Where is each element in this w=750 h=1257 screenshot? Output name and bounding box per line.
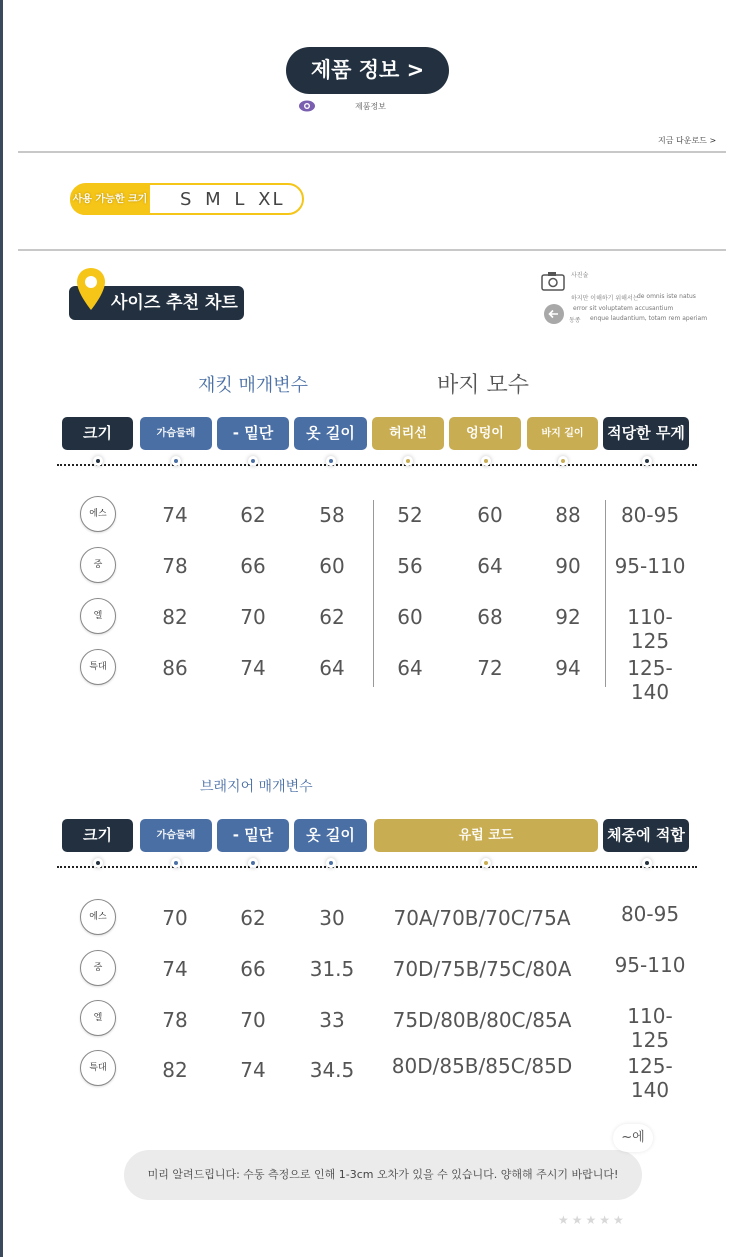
header-weight-fit: 체중에 적합	[603, 819, 689, 852]
table-cell: 34.5	[309, 1058, 355, 1082]
node-dot	[93, 858, 103, 868]
divider	[18, 249, 726, 251]
table-cell: 75D/80B/80C/85A	[392, 1008, 572, 1032]
node-dot	[326, 858, 336, 868]
side-line3-en: enque laudantium, totam rem aperiam	[590, 315, 708, 322]
node-dot	[481, 456, 491, 466]
node-dot	[248, 456, 258, 466]
table-cell: 62	[240, 906, 266, 930]
table-cell: 31.5	[309, 957, 355, 981]
bra-params-title: 브래지어 매개변수	[200, 779, 313, 795]
table-cell: 60	[477, 503, 503, 527]
size-circle: 에스	[80, 496, 116, 532]
size-circle: 중	[80, 547, 116, 583]
jacket-params-title: 재킷 매개변수	[198, 375, 309, 396]
node-dot	[326, 456, 336, 466]
node-dot	[642, 858, 652, 868]
table-cell: 60	[397, 605, 423, 629]
header-length: 옷 길이	[294, 819, 367, 852]
table-cell: 70	[240, 1008, 266, 1032]
table-cell: 64	[477, 554, 503, 578]
table-cell: 74	[240, 656, 266, 680]
header-chest: 가슴둘레	[140, 819, 212, 852]
table-cell: 70	[162, 906, 188, 930]
table-cell: 60	[319, 554, 345, 578]
node-dot	[93, 456, 103, 466]
product-info-button[interactable]: 제품 정보 >	[286, 47, 449, 94]
table-cell: 30	[319, 906, 345, 930]
location-pin-icon	[75, 266, 107, 312]
table-cell: 52	[397, 503, 423, 527]
table-cell: 95-110	[614, 554, 686, 578]
table-cell: 72	[477, 656, 503, 680]
node-dot	[642, 456, 652, 466]
node-dot	[403, 456, 413, 466]
back-arrow-icon	[543, 303, 565, 325]
node-dot	[248, 858, 258, 868]
size-circle: 엘	[80, 598, 116, 634]
header-size: 크기	[62, 819, 133, 852]
table-cell: 56	[397, 554, 423, 578]
table-cell: 95-110	[614, 953, 686, 977]
header-hip: 엉덩이	[449, 417, 521, 450]
size-circle: 특대	[80, 1050, 116, 1086]
table-cell: 80-95	[620, 503, 680, 527]
side-line3-ko: 동종	[569, 317, 581, 324]
node-dot	[171, 456, 181, 466]
table-cell: 125-140	[627, 656, 673, 704]
table-cell: 62	[240, 503, 266, 527]
table-cell: 70	[240, 605, 266, 629]
size-circle: 에스	[80, 899, 116, 935]
side-line1-en: de omnis iste natus	[637, 293, 696, 300]
dotted-divider	[57, 464, 697, 466]
side-line2: error sit voluptatem accusantium	[573, 305, 674, 312]
table-cell: 66	[240, 554, 266, 578]
size-circle: 특대	[80, 649, 116, 685]
table-cell: 70A/70B/70C/75A	[393, 906, 571, 930]
header-chest: 가슴둘레	[140, 417, 212, 450]
table-cell: 94	[555, 656, 581, 680]
header-waist: 허리선	[372, 417, 444, 450]
table-cell: 64	[397, 656, 423, 680]
table-cell: 33	[319, 1008, 345, 1032]
table-cell: 70D/75B/75C/80A	[392, 957, 572, 981]
size-circle: 중	[80, 950, 116, 986]
header-hem: - 밑단	[217, 819, 289, 852]
table-cell: 125-140	[627, 1054, 673, 1102]
table-cell: 74	[240, 1058, 266, 1082]
divider	[18, 151, 726, 153]
table-cell: 66	[240, 957, 266, 981]
notice-bubble: ~에	[613, 1124, 653, 1152]
table-cell: 78	[162, 554, 188, 578]
node-dot	[481, 858, 491, 868]
size-circle: 엘	[80, 1000, 116, 1036]
table-cell: 86	[162, 656, 188, 680]
table-cell: 68	[477, 605, 503, 629]
table-cell: 62	[319, 605, 345, 629]
star-rating: ★★★★★	[558, 1213, 627, 1227]
product-info-label: 제품정보	[355, 102, 386, 111]
node-dot	[558, 456, 568, 466]
available-sizes-label: 사용 가능한 크기	[70, 185, 150, 215]
table-cell: 110-125	[627, 1004, 673, 1052]
camera-icon	[541, 271, 565, 291]
notice-banner: 미리 알려드립니다: 수동 측정으로 인해 1-3cm 오차가 있을 수 있습니다. 양해해 주시기 바랍니다!	[124, 1150, 642, 1200]
node-dot	[171, 858, 181, 868]
pants-params-title: 바지 모수	[437, 373, 530, 398]
table-cell: 92	[555, 605, 581, 629]
left-edge-bar	[0, 0, 3, 1257]
table-cell: 74	[162, 957, 188, 981]
table-cell: 88	[555, 503, 581, 527]
table-cell: 110-125	[627, 605, 673, 653]
table-cell: 82	[162, 1058, 188, 1082]
side-line1-ko: 하지만 이해하기 위해서는	[571, 295, 639, 302]
side-caption: 사진술	[571, 272, 589, 279]
table-cell: 74	[162, 503, 188, 527]
header-length: 옷 길이	[294, 417, 367, 450]
table-cell: 78	[162, 1008, 188, 1032]
table-cell: 80-95	[620, 902, 680, 926]
header-pants-length: 바지 길이	[527, 417, 598, 450]
table-cell: 64	[319, 656, 345, 680]
download-link[interactable]: 지금 다운로드 >	[658, 136, 717, 145]
eye-icon	[298, 99, 316, 113]
table-cell: 80D/85B/85C/85D	[391, 1054, 573, 1078]
size-chart-banner: 사이즈 추천 차트	[69, 286, 244, 320]
header-hem: - 밑단	[217, 417, 289, 450]
table-cell: 82	[162, 605, 188, 629]
available-sizes-list: S M L XL	[180, 189, 285, 210]
table-cell: 58	[319, 503, 345, 527]
header-weight: 적당한 무게	[603, 417, 689, 450]
table-cell: 90	[555, 554, 581, 578]
header-eu-code: 유럽 코드	[374, 819, 598, 852]
dotted-divider	[57, 866, 697, 868]
header-size: 크기	[62, 417, 133, 450]
